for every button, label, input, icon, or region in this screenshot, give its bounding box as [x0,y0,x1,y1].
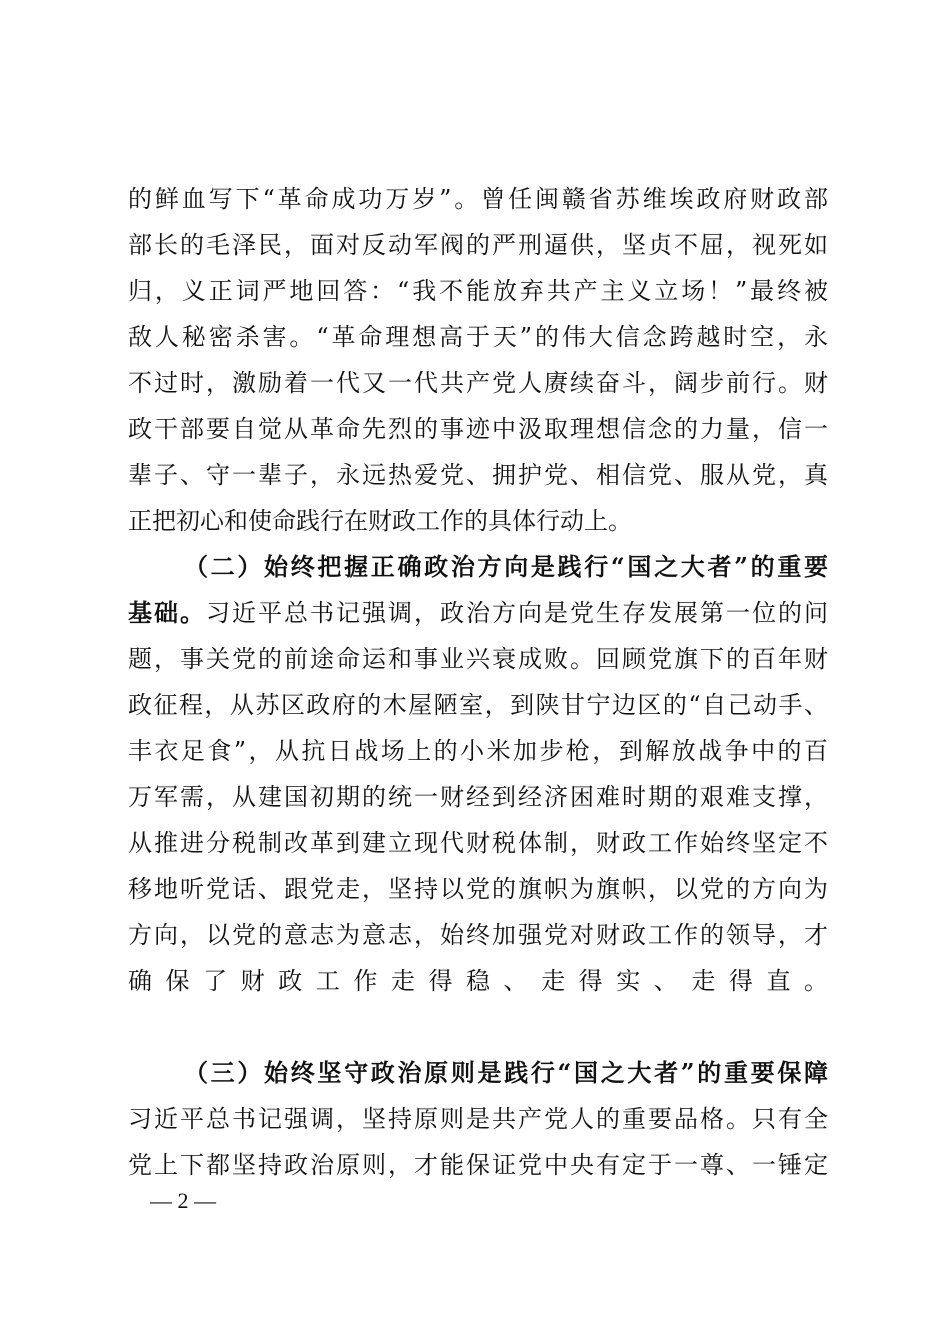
text-line: 方向，以党的意志为意志，始终加强党对财政工作的领导，才 [128,921,828,949]
text-line: 部长的毛泽民，面对反动军阀的严刑逼供，坚贞不屈，视死如 [128,231,828,259]
text-line: 万军需，从建国初期的统一财经到经济困难时期的艰难支撑， [128,783,828,811]
paragraph-1 [128,176,828,544]
text-line: 题，事关党的前途命运和事业兴衰成败。回顾党旗下的百年财 [128,645,828,673]
section-heading-tail: 基础。 [128,598,206,627]
text-line: 政征程，从苏区政府的木屋陋室，到陕甘宁边区的“自己动手、 [128,691,828,719]
text-line: 政干部要自觉从革命先烈的事迹中汲取理想信念的力量，信一 [128,415,828,443]
text-line: 辈子、守一辈子，永远热爱党、拥护党、相信党、服从党，真 [128,461,828,489]
text-line [128,590,828,636]
section-heading: （三）始终坚守政治原则是践行“国之大者”的重要保障 [184,1058,828,1087]
text-line: 移地听党话、跟党走，坚持以党的旗帜为旗帜，以党的方向为 [128,875,828,903]
text-line: 敌人秘密杀害。“革命理想高于天”的伟大信念跨越时空，永 [128,323,828,351]
text-line: 归，义正词严地回答：“我不能放弃共产主义立场！”最终被 [128,277,828,305]
text-line: 的鲜血写下“革命成功万岁”。曾任闽赣省苏维埃政府财政部 [128,185,828,213]
section-heading: （二）始终把握正确政治方向是践行“国之大者”的重要 [184,552,828,581]
text-line [128,1004,828,1050]
text-line: 党上下都坚持政治原则，才能保证党中央有定于一尊、一锤定 [128,1151,828,1179]
text-line: 从推进分税制改革到建立现代财税体制，财政工作始终坚定不 [128,829,828,857]
text-line: 不过时，激励着一代又一代共产党人赓续奋斗，阔步前行。财 [128,369,828,397]
text-line: 正把初心和使命践行在财政工作的具体行动上。 [128,507,632,535]
text-line: 确保了财政工作走得稳、走得实、走得直。 [128,967,828,995]
text-line: 丰衣足食”，从抗日战场上的小米加步枪，到解放战争中的百 [128,737,828,765]
text-run: 习近平总书记强调，政治方向是党生存发展第一位的问 [206,599,828,627]
text-line: 习近平总书记强调，坚持原则是共产党人的重要品格。只有全 [128,1105,828,1133]
paragraph-3 [128,1050,828,1188]
page-number: — 2 — [150,1188,216,1213]
paragraph-2 [128,544,828,1050]
